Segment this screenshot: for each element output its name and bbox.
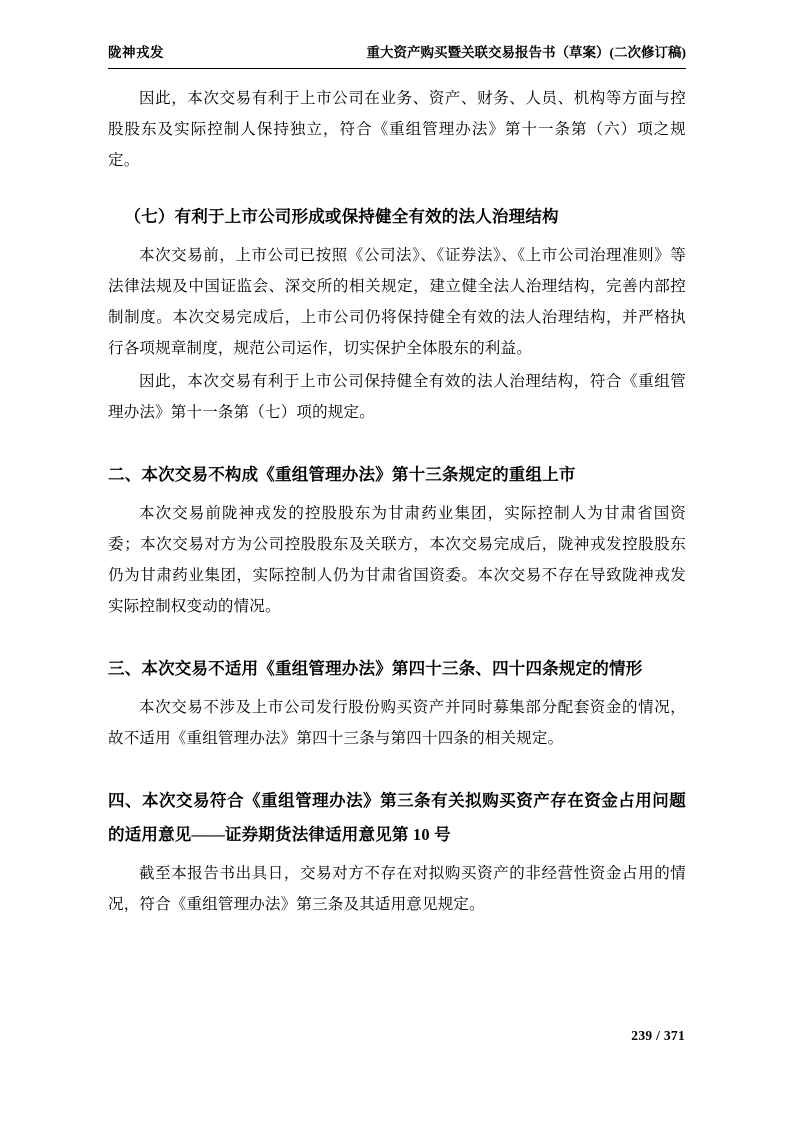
spacer: [108, 178, 686, 186]
page-header: [108, 44, 686, 68]
paragraph-controlling-shareholder: 本次交易前陇神戎发的控股股东为甘肃药业集团，实际控制人为甘肃省国资委；本次交易对方为公司控股股东及关联方，本次交易完成后，陇神戎发控股股东仍为甘肃药业集团，实际控制人仍为甘肃省国资委。本次交易不存在导致陇神戎发实际控制权变动的情况。: [108, 504, 686, 615]
paragraph-governance-structure: 本次交易前，上市公司已按照《公司法》、《证券法》、《上市公司治理准则》等法律法规及中国证监会、深交所的相关规定，建立健全法人治理结构，完善内部控制制度。本次交易完成后，上市公司仍将保持健全有效的法人治理结构，并严格执行各项规章制度，规范公司运作，切实保护全体股东的利益。: [108, 246, 686, 357]
page-content: [108, 44, 686, 922]
spacer: [108, 756, 686, 770]
paragraph-independence-conclusion: 因此，本次交易有利于上市公司在业务、资产、财务、人员、机构等方面与控股股东及实际控制人保持独立，符合《重组管理办法》第十一条第（六）项之规定。: [108, 89, 686, 169]
spacer: [108, 624, 686, 638]
paragraph-fund-occupation: 截至本报告书出具日，交易对方不存在对拟购买资产的非经营性资金占用的情况，符合《重组管理办法》第三条及其适用意见规定。: [108, 864, 686, 913]
heading-section-seven: （七）有利于上市公司形成或保持健全有效的法人治理结构: [124, 206, 559, 226]
page-number: 239 / 371: [631, 1028, 685, 1043]
header-company-name: 陇神戎发: [108, 45, 164, 60]
spacer: [108, 430, 686, 444]
header-document-title: 重大资产购买暨关联交易报告书（草案）(二次修订稿): [366, 45, 686, 60]
heading-section-four: 四、本次交易符合《重组管理办法》第三条有关拟购买资产存在资金占用问题的适用意见——证券期货法律适用意见第 10 号: [108, 790, 686, 844]
paragraph-not-applicable-articles: 本次交易不涉及上市公司发行股份购买资产并同时募集部分配套资金的情况，故不适用《重组管理办法》第四十三条与第四十四条的相关规定。: [108, 698, 686, 747]
heading-section-two: 二、本次交易不构成《重组管理办法》第十三条规定的重组上市: [108, 464, 576, 484]
heading-section-three: 三、本次交易不适用《重组管理办法》第四十三条、四十四条规定的情形: [108, 658, 643, 678]
paragraph-governance-conclusion: 因此，本次交易有利于上市公司保持健全有效的法人治理结构，符合《重组管理办法》第十一条第（七）项的规定。: [108, 372, 686, 421]
header-divider: [108, 68, 686, 69]
